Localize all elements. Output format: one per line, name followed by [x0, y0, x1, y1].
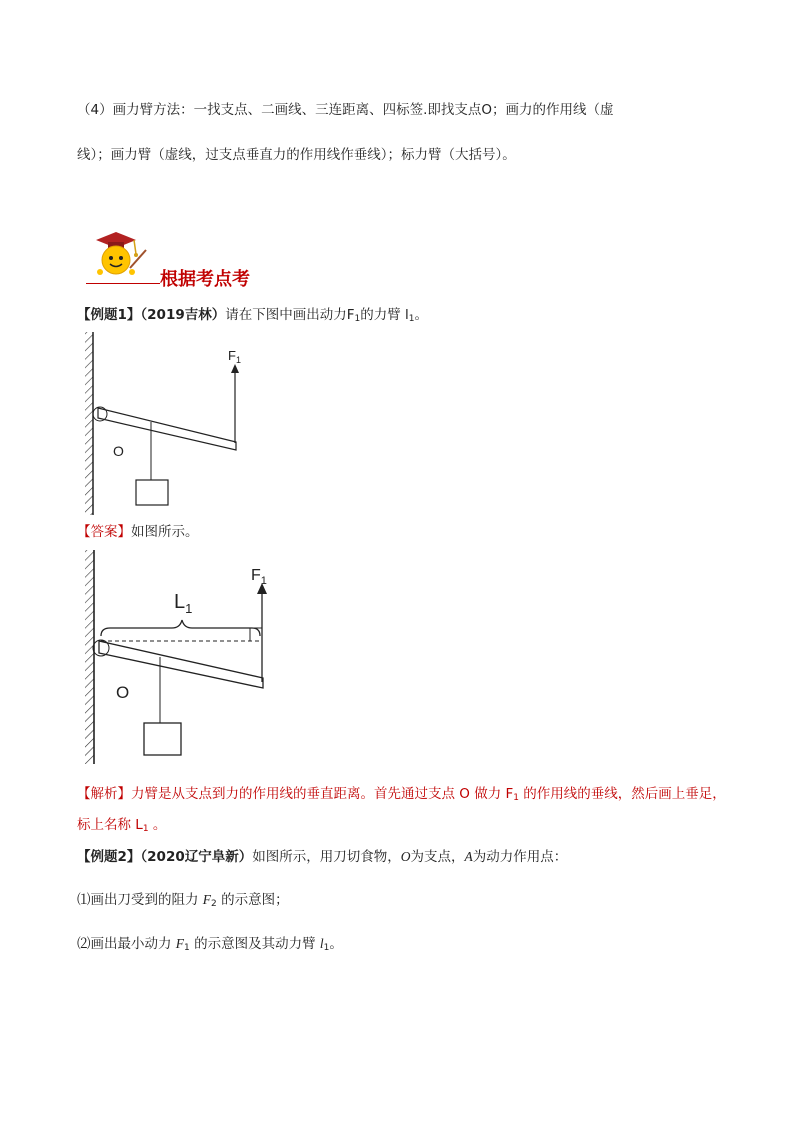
- example2-o: O: [400, 849, 411, 864]
- example2-line: [77, 847, 567, 867]
- q1-pre: ⑴画出刀受到的阻力: [77, 892, 203, 908]
- question-1: [77, 890, 289, 914]
- analysis-sub-1: 1: [513, 793, 519, 803]
- q2-post: 。: [329, 936, 343, 952]
- force-label: $F_1$: [251, 567, 267, 587]
- analysis-line-1: [77, 784, 726, 808]
- question-2: [77, 934, 343, 958]
- weight-box: [136, 480, 168, 505]
- method-line-1: （4）画力臂方法：一找支点、二画线、三连距离、四标签.即找支点O；画力的作用线（虚: [77, 102, 614, 118]
- example1-text: 请在下图中画出动力F: [225, 307, 355, 323]
- wall-hatch: [85, 550, 94, 764]
- example1-text2: 的力臂 l: [360, 307, 409, 323]
- q2-f: F: [175, 936, 185, 951]
- answer-line: [77, 522, 199, 542]
- force-arrowhead: [231, 364, 239, 373]
- q1-sub: 2: [211, 899, 217, 909]
- figure-1: [80, 330, 260, 520]
- pivot-label: O: [116, 683, 130, 702]
- arm-brace: [101, 620, 260, 636]
- analysis-sub-2: 1: [142, 824, 149, 834]
- lever-bar: [99, 641, 263, 688]
- q1-post: 的示意图；: [216, 892, 289, 908]
- force-label: $F_1$: [228, 348, 241, 365]
- example1-end: 。: [414, 307, 429, 323]
- answer-tag: 【答案】: [77, 524, 131, 540]
- wall-hatch: [85, 332, 93, 515]
- arm-label: $L_1$: [174, 591, 193, 616]
- q1-f: F: [202, 892, 212, 907]
- weight-box: [144, 723, 181, 755]
- example2-text-c: 为动力作用点：: [472, 849, 568, 865]
- example2-tag: 【例题2】: [77, 849, 141, 865]
- mascot-icon: [86, 226, 156, 282]
- answer-text: 如图所示。: [131, 524, 199, 540]
- analysis-text-1-end: 的作用线的垂线，然后画上垂足，: [519, 786, 726, 802]
- method-line-2: 线）；画力臂（虚线，过支点垂直力的作用线作垂线）；标力臂（大括号）。: [77, 147, 516, 163]
- analysis-text-2-end: 。: [148, 817, 167, 833]
- example2-text-a: 如图所示，用刀切食物，: [252, 849, 401, 865]
- analysis-line-2: [77, 815, 166, 839]
- analysis-text-2: 标上名称 L: [77, 817, 143, 833]
- example1-tag: 【例题1】: [77, 307, 141, 323]
- section-heading: 根据考点考: [160, 269, 250, 290]
- example2-text-b: 为支点，: [410, 849, 465, 865]
- example1-source: （2019吉林）: [140, 307, 226, 323]
- example2-a: A: [464, 849, 473, 864]
- q2-l: l: [319, 936, 324, 951]
- q2-lsub: 1: [323, 943, 330, 953]
- q2-sub: 1: [184, 943, 190, 953]
- analysis-tag: 【解析】: [77, 786, 131, 802]
- example1-sub2: 1: [408, 314, 415, 324]
- example1-sub: 1: [354, 314, 361, 324]
- analysis-text-1: 力臂是从支点到力的作用线的垂直距离。首先通过支点 O 做力 F: [131, 786, 514, 802]
- figure-2: [80, 548, 280, 768]
- heading-underline: [86, 283, 160, 284]
- example2-source: （2020辽宁阜新）: [140, 849, 253, 865]
- q2-mid: 的示意图及其动力臂: [189, 936, 320, 952]
- pivot-label: O: [113, 443, 124, 459]
- q2-pre: ⑵画出最小动力: [77, 936, 176, 952]
- example1-line: [77, 305, 428, 329]
